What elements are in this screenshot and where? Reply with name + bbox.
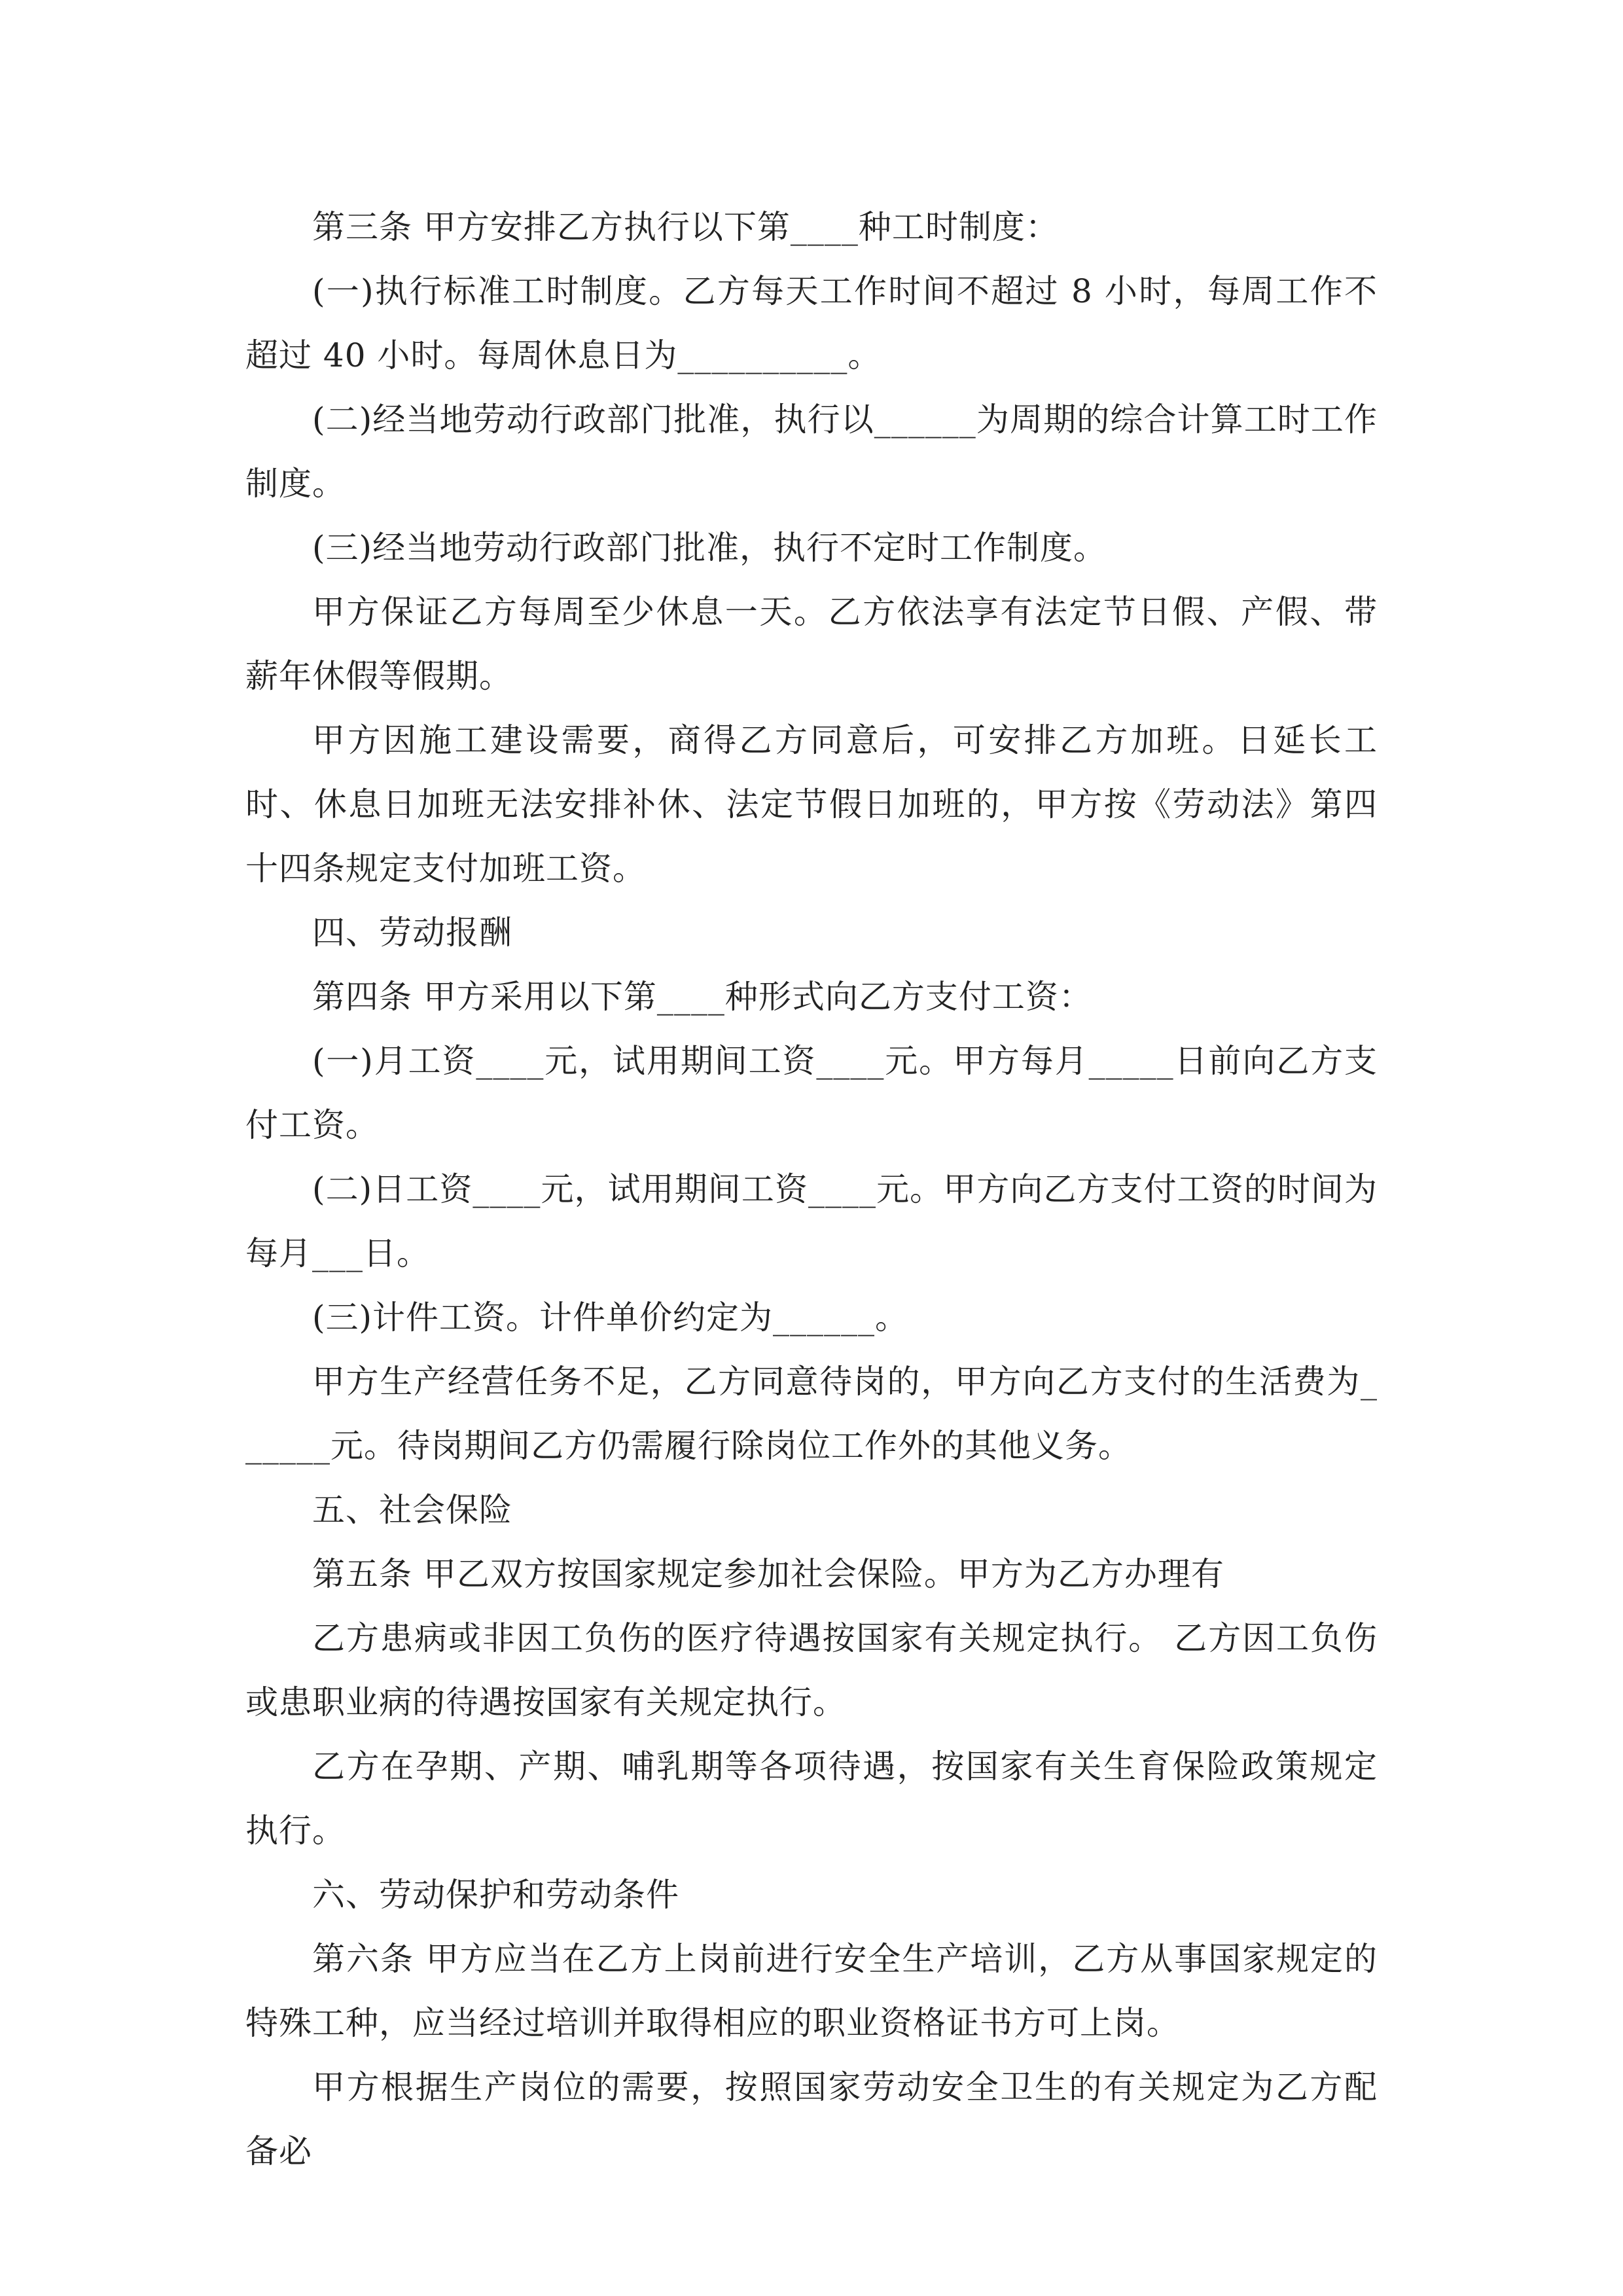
section-4-heading: 四、劳动报酬: [312, 914, 512, 952]
section-5-heading: 五、社会保险: [312, 1491, 512, 1529]
rest-guarantee-paragraph: 甲方保证乙方每周至少休息一天。乙方依法享有法定节日假、产假、带薪年休假等假期。: [245, 593, 1378, 695]
article-6-title: 第六条 甲方应当在乙方上岗前进行安全生产培训，乙方从事国家规定的特殊工种，应当经过培训并取得相应的职业资格证书方可上岗。: [245, 1940, 1378, 2042]
article-4-title: 第四条 甲方采用以下第____种形式向乙方支付工资：: [312, 978, 1092, 1016]
standby-living-allowance-paragraph: 甲方生产经营任务不足，乙方同意待岗的，甲方向乙方支付的生活费为______元。待岗期间乙方仍需履行除岗位工作外的其他义务。: [245, 1363, 1378, 1465]
article-3-title: 第三条 甲方安排乙方执行以下第____种工时制度：: [312, 208, 1059, 246]
maternity-paragraph: 乙方在孕期、产期、哺乳期等各项待遇，按国家有关生育保险政策规定执行。: [245, 1748, 1378, 1850]
article-3-item-2: (二)经当地劳动行政部门批准，执行以______为周期的综合计算工时工作制度。: [245, 401, 1378, 503]
overtime-paragraph: 甲方因施工建设需要，商得乙方同意后，可安排乙方加班。日延长工时、休息日加班无法安排补休、法定节假日加班的，甲方按《劳动法》第四十四条规定支付加班工资。: [245, 721, 1378, 888]
section-6-heading: 六、劳动保护和劳动条件: [312, 1876, 679, 1914]
article-4-item-3: (三)计件工资。计件单价约定为______。: [312, 1299, 909, 1336]
article-5-title: 第五条 甲乙双方按国家规定参加社会保险。甲方为乙方办理有: [312, 1555, 1224, 1593]
medical-treatment-paragraph: 乙方患病或非因工负伤的医疗待遇按国家有关规定执行。 乙方因工负伤或患职业病的待遇按国家有关规定执行。: [245, 1619, 1378, 1721]
equipment-paragraph: 甲方根据生产岗位的需要，按照国家劳动安全卫生的有关规定为乙方配备必: [245, 2068, 1378, 2170]
article-4-item-1: (一)月工资____元，试用期间工资____元。甲方每月_____日前向乙方支付工资。: [245, 1042, 1378, 1144]
article-3-item-3: (三)经当地劳动行政部门批准，执行不定时工作制度。: [312, 529, 1107, 567]
article-3-item-1: (一)执行标准工时制度。乙方每天工作时间不超过 8 小时，每周工作不超过 40 小时。每周休息日为__________。: [245, 272, 1378, 374]
article-4-item-2: (二)日工资____元，试用期间工资____元。甲方向乙方支付工资的时间为每月___日。: [245, 1170, 1378, 1272]
document-body: [245, 195, 1378, 2183]
